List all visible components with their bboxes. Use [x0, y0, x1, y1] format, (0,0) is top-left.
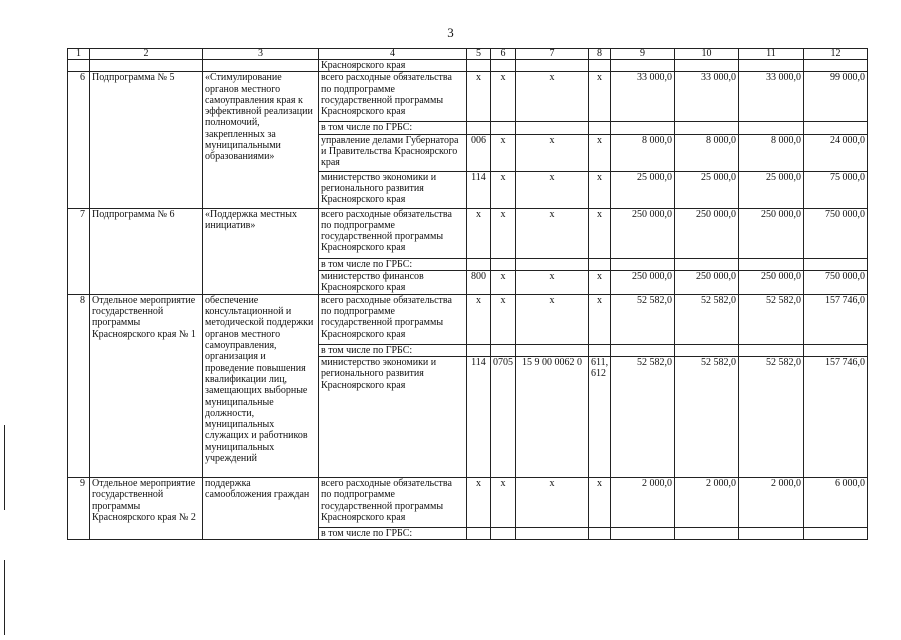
- row-number: 7: [68, 208, 90, 294]
- col-header: 2: [90, 49, 203, 60]
- total-label: всего расходные обязательства по подпрограмме государственной программы Красноярского края: [319, 72, 467, 122]
- col-header: 10: [675, 49, 739, 60]
- col-header: 5: [467, 49, 491, 60]
- program-name: Отдельное мероприятие государственной программы Красноярского края № 2: [90, 478, 203, 540]
- table-row: министерство экономики и регионального развития Красноярского края 114 0705 15 9 00 0062 0 611, 612 52 582,0 52 582,0 52 582,0 157 746,0: [68, 357, 868, 478]
- table-row: 7 Подпрограмма № 6 «Поддержка местных инициатив» всего расходные обязательства по подпрограмме государственной программы Красноярского края х х х х 250 000,0 250 000,0 250 000,0 750 000,0: [68, 208, 868, 258]
- row-number: 8: [68, 294, 90, 477]
- budget-table: [67, 48, 868, 540]
- program-name: Подпрограмма № 5: [90, 72, 203, 208]
- col-header: 1: [68, 49, 90, 60]
- col-header: 11: [739, 49, 804, 60]
- total-label: всего расходные обязательства по подпрограмме государственной программы Красноярского края: [319, 478, 467, 528]
- program-title: «Стимулирование органов местного самоуправления края к эффективной реализации полномочий, закрепленных за муниципальными образованиями»: [203, 72, 319, 208]
- col-header: 6: [491, 49, 516, 60]
- program-name: Отдельное мероприятие государственной программы Красноярского края № 1: [90, 294, 203, 477]
- table-row: [68, 60, 868, 72]
- page-number: 3: [447, 25, 454, 40]
- in-gr-label: в том числе по ГРБС:: [319, 344, 467, 356]
- grbs-label: управление делами Губернатора и Правительства Красноярского края: [319, 134, 467, 171]
- program-title: поддержка самообложения граждан: [203, 478, 319, 540]
- grbs-label: министерство экономики и регионального развития Красноярского края: [319, 357, 467, 478]
- total-label: всего расходные обязательства по подпрограмме государственной программы Красноярского края: [319, 294, 467, 344]
- table-header: [68, 49, 868, 60]
- table-row: 9 Отдельное мероприятие государственной программы Красноярского края № 2 поддержка самообложения граждан всего расходные обязательства по подпрограмме государственной программы Красноярского края х х х х 2 000,0 2 000,0 2 000,0 6 000,0: [68, 478, 868, 528]
- col-header: 7: [516, 49, 589, 60]
- program-title: обеспечение консультационной и методической поддержки органов местного самоуправления, организация и проведение повышения квалификации лиц, замещающих выборные муниципальные должности, муниципальных служащих и работников муниципальных учреждений: [203, 294, 319, 477]
- carry-over-cell: Красноярского края: [319, 60, 467, 72]
- margin-line: [4, 560, 5, 635]
- in-gr-label: в том числе по ГРБС:: [319, 528, 467, 540]
- in-gr-label: в том числе по ГРБС:: [319, 122, 467, 134]
- program-title: «Поддержка местных инициатив»: [203, 208, 319, 294]
- row-number: 6: [68, 72, 90, 208]
- col-header: 8: [589, 49, 611, 60]
- table-row: министерство финансов Красноярского края 800 х х х 250 000,0 250 000,0 250 000,0 750 000,0: [68, 270, 868, 294]
- program-name: Подпрограмма № 6: [90, 208, 203, 294]
- row-number: 9: [68, 478, 90, 540]
- table-row: 8 Отдельное мероприятие государственной программы Красноярского края № 1 обеспечение консультационной и методической поддержки органов местного самоуправления, организация и проведение повышения квалификации лиц, замещающих выборные муниципальные должности, муниципальных служащих и работников муниципальных учреждений всего расходные обязательства по подпрограмме государственной программы Красноярского края х х х х 52 582,0 52 582,0 52 582,0 157 746,0: [68, 294, 868, 344]
- col-header: 9: [611, 49, 675, 60]
- total-label: всего расходные обязательства по подпрограмме государственной программы Красноярского края: [319, 208, 467, 258]
- col-header: 3: [203, 49, 319, 60]
- in-gr-label: в том числе по ГРБС:: [319, 258, 467, 270]
- col-header: 12: [804, 49, 868, 60]
- grbs-label: министерство экономики и регионального развития Красноярского края: [319, 171, 467, 208]
- table-row: управление делами Губернатора и Правительства Красноярского края 006 х х х 8 000,0 8 000,0 8 000,0 24 000,0: [68, 134, 868, 171]
- table-row: 6 Подпрограмма № 5 «Стимулирование органов местного самоуправления края к эффективной реализации полномочий, закрепленных за муниципальными образованиями» всего расходные обязательства по подпрограмме государственной программы Красноярского края х х х х 33 000,0 33 000,0 33 000,0 99 000,0: [68, 72, 868, 122]
- margin-line: [4, 425, 5, 510]
- col-header: 4: [319, 49, 467, 60]
- grbs-label: министерство финансов Красноярского края: [319, 270, 467, 294]
- table-row: министерство экономики и регионального развития Красноярского края 114 х х х 25 000,0 25 000,0 25 000,0 75 000,0: [68, 171, 868, 208]
- header-row: [68, 49, 868, 60]
